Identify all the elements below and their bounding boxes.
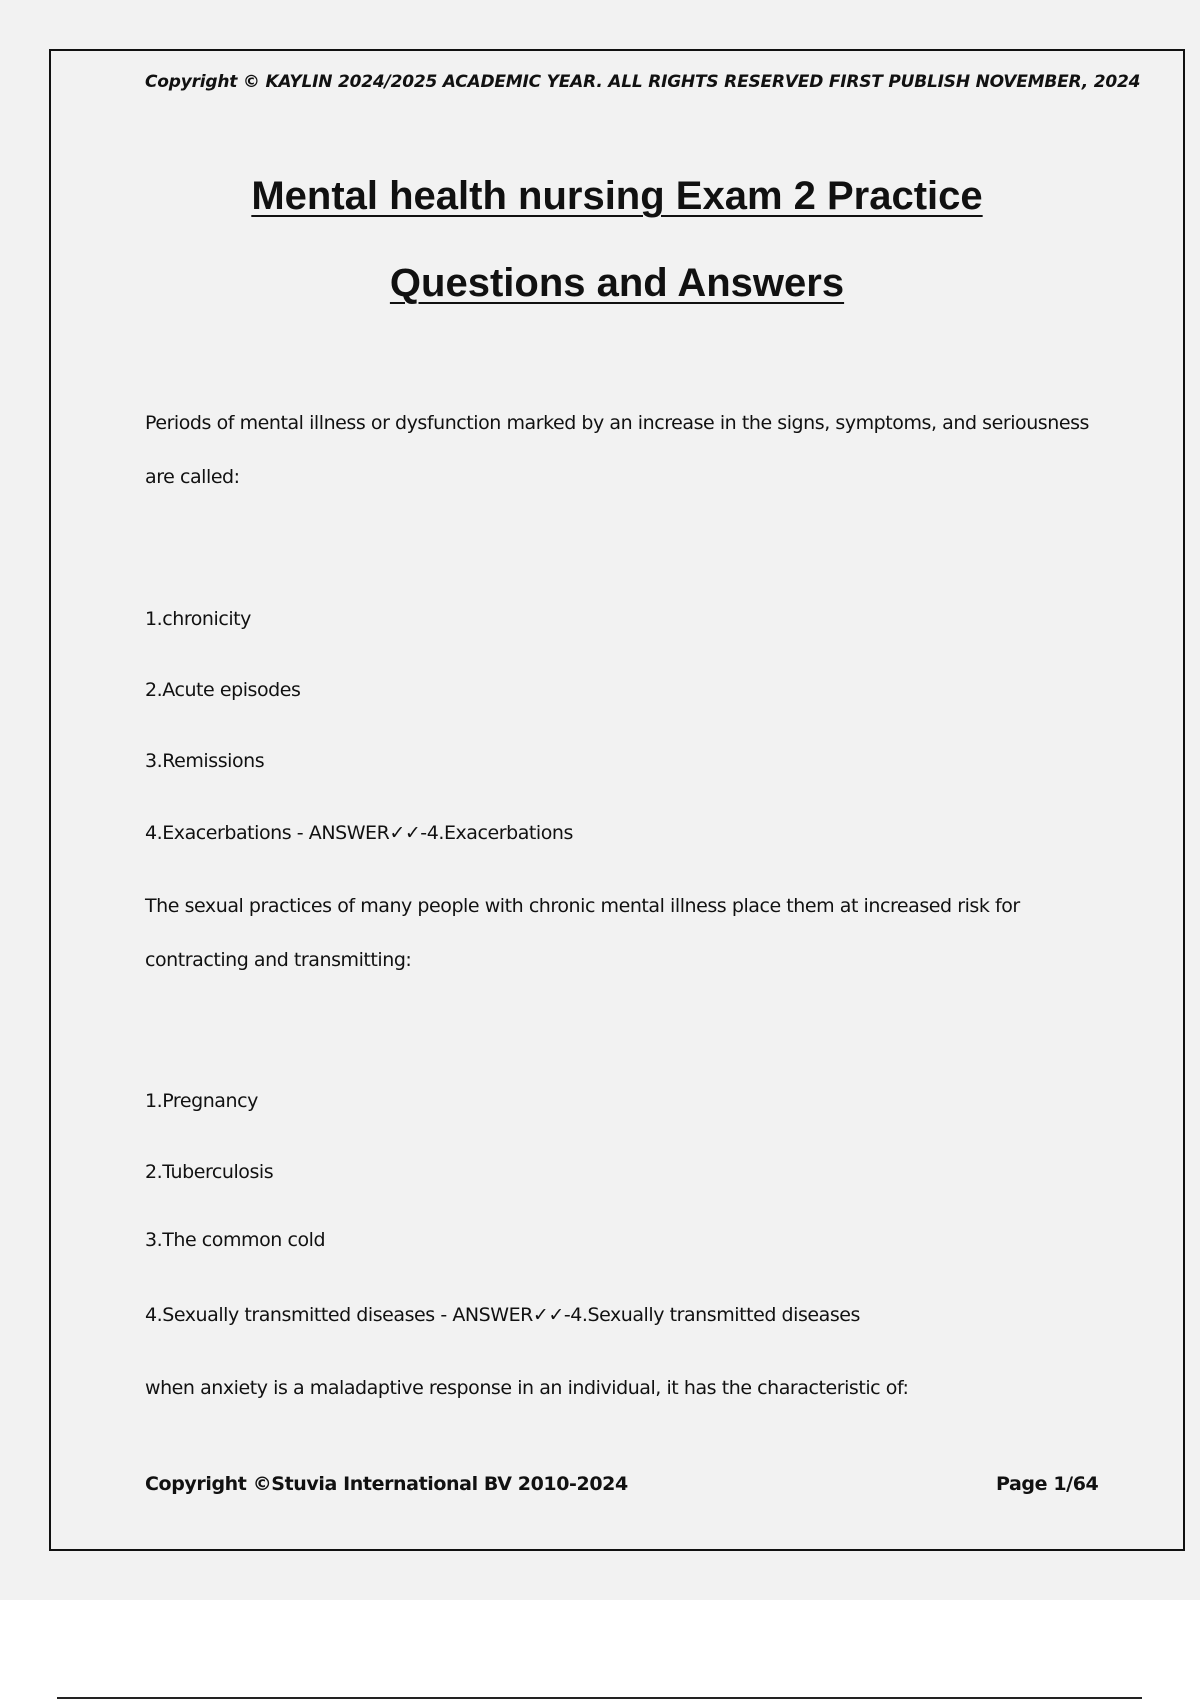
question-1-option-3: 3.Remissions — [145, 750, 265, 772]
next-page-top-rule — [57, 1697, 1142, 1699]
question-1-option-2: 2.Acute episodes — [145, 679, 301, 701]
question-1-option-4-answer: 4.Exacerbations - ANSWER✓✓-4.Exacerbations — [145, 822, 573, 844]
question-3-stem-line-1: when anxiety is a maladaptive response in an individual, it has the characteristic of: — [145, 1377, 909, 1399]
question-2-stem-line-2: contracting and transmitting: — [145, 949, 412, 971]
question-1-stem-line-1: Periods of mental illness or dysfunction marked by an increase in the signs, symptoms, and seriousness — [145, 412, 1089, 434]
question-1-stem-line-2: are called: — [145, 466, 240, 488]
question-2-option-3: 3.The common cold — [145, 1229, 326, 1251]
question-2-option-4-answer: 4.Sexually transmitted diseases - ANSWER✓✓-4.Sexually transmitted diseases — [145, 1304, 860, 1326]
footer-copyright: Copyright ©Stuvia International BV 2010-2024 — [145, 1473, 628, 1495]
page-number: Page 1/64 — [996, 1473, 1099, 1495]
question-2-option-1: 1.Pregnancy — [145, 1090, 258, 1112]
header-copyright: Copyright © KAYLIN 2024/2025 ACADEMIC YEAR. ALL RIGHTS RESERVED FIRST PUBLISH NOVEMBER, 2024 — [145, 72, 1141, 92]
document-title-line-2: Questions and Answers — [389, 261, 845, 305]
question-1-option-1: 1.chronicity — [145, 608, 251, 630]
question-2-option-2: 2.Tuberculosis — [145, 1161, 274, 1183]
question-2-stem-line-1: The sexual practices of many people with chronic mental illness place them at increased risk for — [145, 895, 1020, 917]
document-title-line-1: Mental health nursing Exam 2 Practice — [251, 174, 983, 218]
